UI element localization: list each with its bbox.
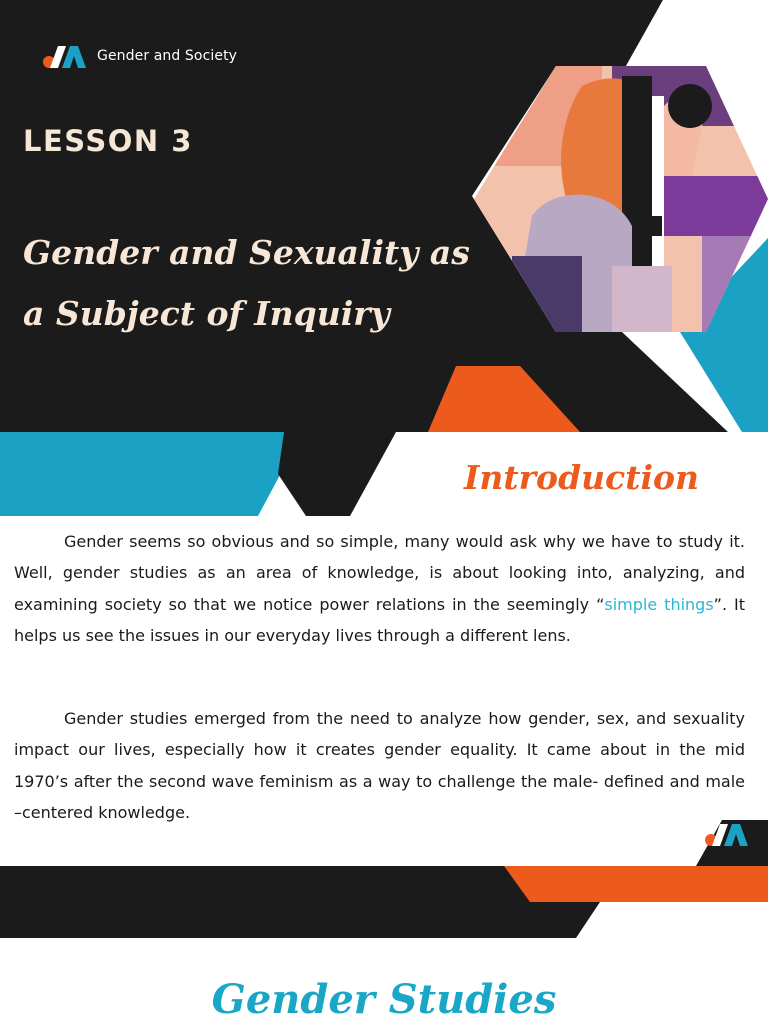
lesson-title-line-2: a Subject of Inquiry [23, 294, 390, 333]
intro-paragraph-1 [14, 526, 745, 652]
course-logo-icon [42, 42, 86, 70]
lesson-title-line-1: Gender and Sexuality as [23, 233, 470, 272]
lesson-label: LESSON 3 [23, 124, 193, 158]
intro-paragraph-2 [14, 703, 745, 829]
lesson-title [23, 222, 493, 344]
section-divider-decoration [0, 820, 768, 938]
intro-paragraph-2-text: Gender studies emerged from the need to analyze how gender, sex, and sexuality impact our lives, especially how it creates gender equality. It came about in the mid 1970’s after the second wave feminism as a way to challenge the male- defined and male –centered knowledge. [14, 709, 745, 823]
hero-illustration [472, 66, 768, 332]
section-heading-introduction: Introduction [464, 458, 700, 497]
section-heading-gender-studies: Gender Studies [211, 976, 557, 1023]
highlighted-phrase: simple things [604, 594, 714, 614]
intro-paragraph-1-text-b: ”. It helps us see the issues in our everyday lives through a different lens. [14, 594, 746, 646]
intro-paragraph-1-text-a: Gender seems so obvious and so simple, many would ask why we have to study it. Well, gender studies as an area of knowledge, is about looking into, analyzing, and examining society so that we notice power relations in the seemingly “ [14, 532, 745, 614]
course-title: Gender and Society [97, 48, 238, 64]
course-logo-icon [704, 820, 748, 848]
